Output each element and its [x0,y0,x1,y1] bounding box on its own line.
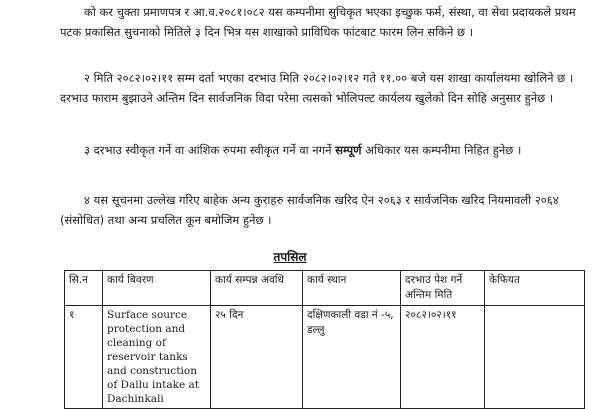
paragraph-3-text-start: ३ दरभाउ स्वीकृत गर्ने वा आंशिक रुपमा स्वीकृत गर्ने वा नगर्ने [84,143,336,157]
paragraph-1: को कर चुक्ता प्रमाणपत्र र आ.व.२०८१।०८२ यस कम्पनीमा सुचिकृत भएका इच्छुक फर्म, संस्था, वा सेवा प्रदायकले प्रथम पटक प्रकासित सुचनाको मितिले ३ दिन भित्र यस शाखाको प्राविधिक फांटबाट फारम लिन सकिने छ । [60,5,576,39]
cell-work-location: दक्षिणकाली वडा नं -५, डल्लु [303,306,401,409]
cell-serial: १ [65,306,103,409]
cell-completion-period: २५ दिन [211,306,303,409]
paragraph-3-text-end: अधिकार यस कम्पनीमा निहित हुनेछ । [361,143,522,157]
header-remarks: केफियत [485,271,585,306]
paragraph-4: ४ यस सूचनमा उल्लेख गरिए बाहेक अन्य कुराहरु सार्वजनिक खरिद ऐन २०६३ र सार्वजनिक खरिद नियमावली २०६४ (संसोधित) तथा अन्य प्रचलित कून बमोजिम हुनेछ । [60,193,559,227]
details-table [64,270,585,409]
cell-last-date: २०८२।०२।११ [401,306,485,409]
cell-work-description: Surface source protection and cleaning of reservoir tanks and construction of Dallu intake at Dachinkali [103,306,211,409]
paragraph-3-bold-word: सम्पूर्ण [335,143,362,157]
table-header-row [65,271,585,306]
header-serial: सि.न [65,271,103,306]
table-heading: तपसिल [273,250,307,264]
paragraph-3 [60,140,580,160]
table-row [65,306,585,409]
paragraph-2: २ मिति २०८२।०२।११ सम्म दर्ता भएका दरभाउ मिति २०८२।०२।१२ गते ११.०० बजे यस शाखा कार्यालयमा खोलिने छ । दरभाउ फाराम बुझाउने अन्तिम दिन सार्वजनिक विदा परेमा त्यसको भोलिपल्ट कार्यलय खुलेको दिन सोहि अनुसार हुनेछ । [60,71,574,105]
header-work-location: कार्य स्थान [303,271,401,306]
header-last-date: दरभाउ पेश गर्ने अन्तिम मिति [401,271,485,306]
cell-remarks [485,306,585,409]
header-completion-period: कार्य सम्पन्न अवधि [211,271,303,306]
header-work-description: कार्य बिवरण [103,271,211,306]
